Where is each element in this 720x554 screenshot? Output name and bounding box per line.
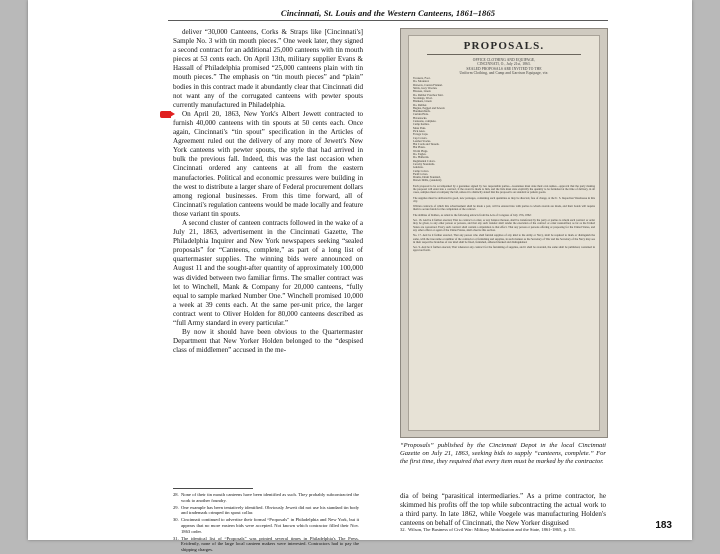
list-item: Do. Rubber Ponchos Tent. (413, 92, 444, 97)
footnote-text: Cincinnati continued to advertise their formal “Proposals” in Philadelphia and New York, but it appears that no more eastern bids were accepted. Not known which contractor filled their Nov. 1863 order. (181, 517, 359, 534)
footnote-number: 30. (173, 517, 179, 523)
paragraph-block (173, 328, 363, 355)
footnote-text: One example has been tentatively identified. Obviously Jewett did not use his standard tin body and trademark crimped tin spout collar. (181, 504, 359, 516)
list-item: Pick Axes. (413, 128, 426, 133)
list-item: Bugles, Pegged and Sewed. (413, 105, 446, 110)
body-paragraph-1: deliver “30,000 Canteens, Corks & Straps like [Cincinnati's] Sample No. 3 with tin mouth pieces.” One week later, they signed a second contract for an additional 25,000 canteens with tin mouth pieces at 53 cents each. On April 13th, military supplier Evans & Hassall of Philadelphia promised “25,000 canteens plain with tin mouth pieces.” The emphasis on “tin mouth pieces” and “plain” bodies in this contract made it abundantly clear that Cincinnati did not want any of the corrugated canteens with pewter spouts currently manufactured in Philadelphia. (173, 28, 363, 109)
figure-paragraph: The abilities of bidders, as relied to the following extracts from the Acts of Congress of July 17th, 1862: (413, 212, 532, 217)
list-item: Stockings, Wool. (413, 95, 433, 100)
figure-header-line-1: OFFICE CLOTHING AND EQUIPAGE, (472, 58, 536, 62)
footnote-separator-rule (173, 488, 253, 489)
footnote-right-column (400, 527, 606, 533)
footnote-number: 29. (173, 504, 179, 510)
footnote-item (173, 536, 363, 553)
list-item: Do. Eagles. (413, 152, 427, 157)
list-item: Handkerchiefs. (413, 109, 431, 114)
figure-paragraph: Each proposal to be accompanied by a guarantee signed by two responsible parties—Guarantee must state their own names—approval that the party making the proposal will enter into a contract, if the award is made to him, and the bids must state explicitly the quantity to be furnished at the time of delivery, in all cases, samples must accompany the bid, unless it is distinctly stated that the proposal is on standard or pattern goods. (413, 183, 595, 195)
figure-inner-scan (408, 35, 600, 431)
figure-header-line-3: SEALED PROPOSALS ARE INVITED TO THE (466, 66, 542, 71)
footnote-item (173, 492, 363, 503)
list-item: Leather Stocks. (413, 138, 431, 143)
list-item: Camp Colors. (413, 168, 430, 173)
list-item: Do. Mounted. (413, 79, 430, 84)
body-paragraph-4: By now it should have been obvious to the Quartermaster Department that New Yorker Holden belonged to the “despised class of middlemen” accused in the me- (173, 328, 363, 355)
header-rule (168, 20, 608, 21)
list-item: Mess Pans. (413, 125, 427, 130)
figure-paragraph: Sec. 16. And be it further enacted, That no contract or order, or any balance thereon, shall be transferred by the party or parties to whom such contract or order may be given, to any other person or persons, and that any such transfer shall render the execution of the contract or order nonnotified, as far as the United States are concerned. Every such contract shall contain a stipulation to that effect. That any person or persons offering or proposing for the United States, and any other officer or agent of the United States, shall observe this section. (413, 218, 595, 232)
figure-proposals-advertisement (400, 28, 608, 438)
list-item: Shirts, Grey Woolen. (413, 86, 438, 91)
paragraph-block-marked (173, 110, 363, 219)
list-item: Worm Plugs. (413, 148, 429, 153)
footnote-text: The identical list of “Proposals” was printed several times in Philadelphia's The Press. Evidently, none of the large local canteen makers were interested. Contractors had to pay the shipping charges. (181, 535, 359, 552)
list-item: Field Colors. (413, 171, 429, 176)
red-arrow-marker-icon (160, 111, 171, 118)
paragraph-block (173, 219, 363, 328)
list-item: Trousers, Foot. (413, 76, 431, 81)
list-item: Hat Cords and Tassels. (413, 142, 440, 147)
footnote-text: Wilson, The Business of Civil War: Military Mobilization and the State, 1861-1865, p. 151. (408, 527, 577, 532)
footnote-item (173, 505, 363, 516)
page-number: 183 (655, 520, 672, 531)
list-item: Cap Covers. (413, 135, 428, 140)
list-item: Curtain Hole. (413, 112, 429, 117)
list-item: Do. Halberds. (413, 155, 430, 160)
figure-caption: “Proposals” published by the Cincinnati Depot in the local Cincinnati Gazette on July 21, 1863, seeking bids to supply “canteens, complete.” For the first time, they required that every item must be marked by the contractor. (400, 442, 606, 466)
body-paragraph-3: A second cluster of canteen contracts followed in the wake of a July 21, 1863, advertisement in the Cincinnati Gazette, The Philadelphia Inquirer and New York newspapers seeking “sealed proposals” for “Canteens, complete,” as part of a long list of quartermaster supplies. The winning bids were announced on August 11 and the sought-after quantity of approximately 100,000 was divided between two familiar firms. The smaller contract was let to Winchell, Mank & Company for 20,000 canteens, “fully equal to sample marked Number One.” Winchell promised 10,000 a week at 39 cents each. At the same per-unit price, the larger contract went to Oliver Holden for 80,000 canteens described as “full Army standard in every particular.” (173, 218, 363, 327)
running-head: Cincinnati, St. Louis and the Western Canteens, 1861–1865 (280, 8, 496, 18)
footnote-number: 28. (173, 492, 179, 497)
footnote-text: None of their tin mouth canteens have been identified as such. They probably subcontracted the work to another foundry. (181, 492, 359, 503)
figure-paragraph: No. 17. And be it further enacted, That any person who shall furnish supplies of any kind to the Army or Navy, shall be required to mark or distinguish the same, with the true name or number of the contractor or furnishing and supplies, in such manner as the Secretary of War and the Secretary of the Navy may see in their respective branches of war kind shall be fixed, furnished, adhered marked and distinguished. (413, 233, 595, 244)
left-text-column (173, 28, 363, 355)
body-paragraph-2: On April 20, 1863, New York's Albert Jewett contracted to furnish 40,000 canteens with tin spouts at 50 cents each. Once again, Cincinnati's “tin spout” specification in the Articles of Agreement ruled out the delivery of any more of Jewett's New York canteens with pewter spouts, the style that had arrived in bulk the previous fall. Indeed, this was the last occasion when Cincinnati ordered any canteens at all from the eastern manufactories. Political and economic pressures were building in the west to distribute a larger share of Federal procurement dollars among regional businesses. From this time forward, all of Cincinnati's regulation canteens would be made locally and feature those variant tin spouts. (173, 109, 363, 218)
figure-header-line-4: Uniform Clothing, and Camp and Garrison Equipage, viz: (459, 70, 549, 75)
footnote-number: 31. (173, 535, 179, 541)
right-text-column (400, 492, 606, 528)
list-item: Cavalry Standards. (413, 161, 435, 166)
figure-paragraph: Written contracts of which this advertisement shall be made a part, will be entered into with parties to whom awards are made, and their bonds will require them to secure funds for the completion of the contract. (413, 204, 595, 212)
list-item: Guidons. (413, 165, 424, 170)
list-item: Hat Plates. (413, 145, 426, 150)
figure-paragraph: The supplies must be delivered in good, new packages, containing such quantities as may be directed, free of charge, at the U. S. Inspection Warehouse in this city. (413, 195, 595, 203)
list-item: Blouses, Lined. (413, 89, 432, 94)
figure-title-rule (427, 54, 581, 55)
book-page (28, 0, 692, 552)
figure-header-line-2: CINCINNATI, O., July 21st, 1863. (477, 62, 531, 67)
footnote-number: 32. (400, 527, 406, 532)
list-item: Forage Caps. (413, 132, 429, 137)
footnotes-left-column (173, 492, 363, 554)
figure-title: PROPOSALS. (463, 40, 545, 52)
list-item: Drawers, Canton Flannel. (413, 82, 443, 87)
list-item: Drawn Drills, (standard) (413, 178, 442, 183)
list-item: Regimental Colors. (413, 158, 436, 163)
figure-paragraph: Sec. 9. And be it further enacted, That whenever any contract for the furnishing of supplies, and it shall be awarded, the same shall be published, contained in approved form. (413, 245, 595, 253)
body-paragraph-continuation: dia of being “parasitical intermediaries.” As a prime contractor, he skimmed his profits off the top while subcontracting the actual work to a third party. In late 1862, while Voegele was manufacturing Holden's canteens on behalf of Cincinnati, the New Yorker disguised (400, 492, 606, 528)
footnote-item (173, 517, 363, 534)
list-item: Do. Rubber. (413, 102, 428, 107)
list-item: Drums, Drum Standard. (413, 175, 441, 180)
list-item: Haversacks. (413, 115, 428, 120)
list-item: Camp Kettles. (413, 122, 430, 127)
figure-supply-item-list (413, 77, 595, 183)
list-item: Blankets, Lined. (413, 99, 433, 104)
list-item: Canteens, complete. (413, 119, 437, 124)
paragraph-block (173, 28, 363, 110)
